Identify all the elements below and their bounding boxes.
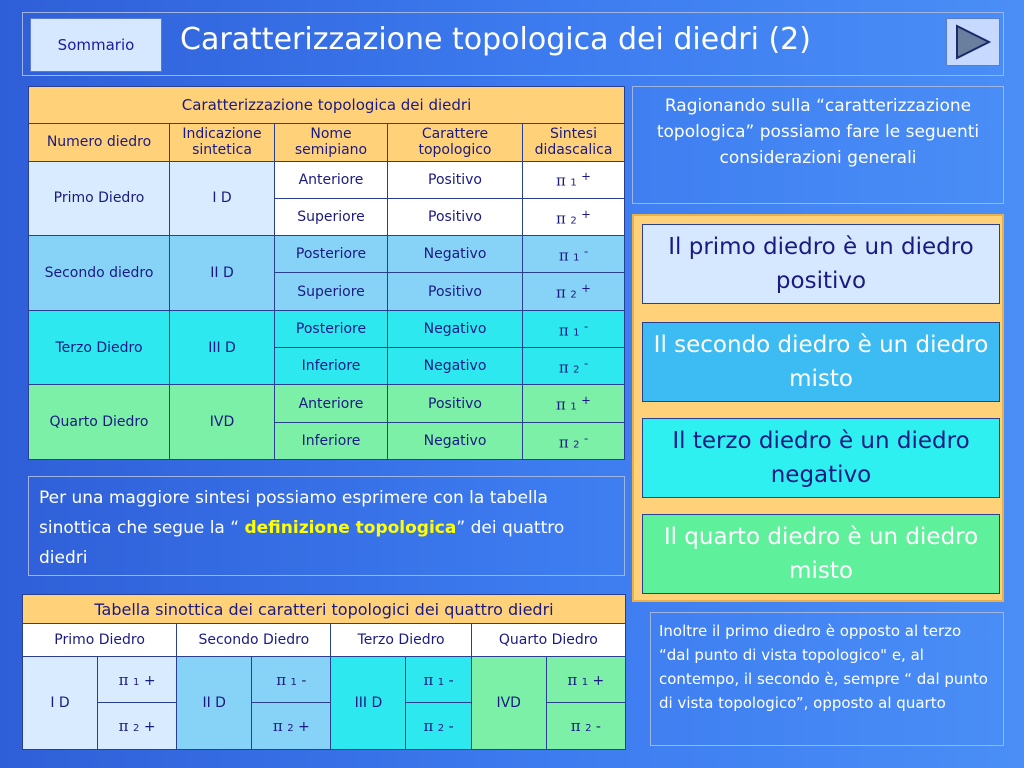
- pi-symbol: π: [556, 209, 566, 228]
- conclusion-box-4: Il quarto diedro è un diedro misto: [642, 514, 1000, 594]
- pi-symbol: π: [558, 246, 569, 265]
- pi-cell: [523, 310, 625, 347]
- conclusion-box-1: Il primo diedro è un diedro positivo: [642, 224, 1000, 304]
- para-text: ” dei quattro diedri: [39, 518, 565, 568]
- pi-sign: -: [448, 719, 454, 736]
- col-header: Secondo Diedro: [177, 624, 331, 656]
- pi-sign: +: [143, 719, 156, 736]
- conclusion-box-3: Il terzo diedro è un diedro negativo: [642, 418, 1000, 498]
- pi-sub: 1: [570, 178, 577, 190]
- pi-symbol: π: [276, 670, 287, 689]
- pi-sub: 2: [573, 364, 580, 376]
- pi-sub: 2: [573, 439, 580, 451]
- table-cell: Anteriore: [275, 161, 388, 198]
- topology-table: [28, 86, 625, 460]
- conclusion-box-2: Il secondo diedro è un diedro misto: [642, 322, 1000, 402]
- sommario-button[interactable]: Sommario: [30, 18, 162, 72]
- col-header: Nome semipiano: [275, 124, 388, 161]
- pi-cell: [523, 422, 625, 459]
- pi-cell: [523, 273, 625, 310]
- col-header: Numero diedro: [29, 124, 170, 161]
- pi-sign: -: [595, 719, 601, 736]
- table-cell: Superiore: [275, 198, 388, 235]
- pi-symbol: π: [272, 717, 283, 736]
- pi-sub: 1: [573, 252, 580, 264]
- table-cell: Negativo: [388, 310, 523, 347]
- pi-sign: +: [298, 719, 310, 736]
- pi-sign: +: [143, 672, 156, 689]
- pi-cell: [523, 348, 625, 385]
- pi-symbol: π: [556, 395, 566, 414]
- opposition-note: Inoltre il primo diedro è opposto al terzo “dal punto di vista topologico" e, al contempo, il secondo è, sempre “ dal punto di vista topologico”, opposto al quarto: [650, 612, 1004, 746]
- table-cell: Negativo: [388, 348, 523, 385]
- table-cell: Primo Diedro: [29, 161, 170, 236]
- table-cell: II D: [170, 236, 275, 311]
- col-header: Quarto Diedro: [471, 624, 625, 656]
- pi-sign: -: [583, 318, 589, 333]
- para-text: Per una maggiore sintesi possiamo esprimere con la tabella sinottica che segue la “: [39, 488, 548, 538]
- pi-cell: π 2 -: [546, 703, 625, 750]
- pi-sign: +: [581, 393, 591, 408]
- pi-cell: π 1 +: [546, 656, 625, 703]
- table-cell: Positivo: [388, 273, 523, 310]
- synoptic-table: [22, 594, 626, 750]
- col-header: Indicazione sintetica: [170, 124, 275, 161]
- pi-sign: +: [592, 672, 605, 689]
- table-cell: Posteriore: [275, 236, 388, 273]
- pi-sub: 1: [573, 327, 580, 339]
- table-cell: III D: [170, 310, 275, 385]
- col-header: Sintesi didascalica: [523, 124, 625, 161]
- pi-symbol: π: [556, 172, 566, 191]
- pi-cell: [523, 198, 625, 235]
- col-header: Primo Diedro: [23, 624, 177, 656]
- pi-sign: +: [581, 281, 591, 296]
- pi-symbol: π: [118, 717, 129, 736]
- table-cell: IVD: [471, 656, 546, 749]
- table-cell: Inferiore: [275, 348, 388, 385]
- para-highlight: definizione topologica: [244, 518, 457, 538]
- pi-symbol: π: [558, 321, 569, 340]
- col-header: Carattere topologico: [388, 124, 523, 161]
- table-cell: Negativo: [388, 422, 523, 459]
- pi-sign: +: [581, 169, 591, 184]
- pi-symbol: π: [423, 670, 434, 689]
- play-arrow-icon: [953, 24, 993, 60]
- pi-symbol: π: [570, 717, 581, 736]
- pi-symbol: π: [567, 670, 578, 689]
- pi-cell: π 2 +: [98, 703, 177, 750]
- table-cell: Terzo Diedro: [29, 310, 170, 385]
- pi-sub: 2: [570, 215, 577, 227]
- pi-cell: π 1 +: [98, 656, 177, 703]
- pi-cell: π 2 -: [406, 703, 471, 750]
- pi-symbol: π: [423, 717, 434, 736]
- next-slide-button[interactable]: [946, 18, 1000, 66]
- pi-sub: 1: [570, 401, 577, 413]
- pi-cell: [523, 161, 625, 198]
- pi-symbol: π: [558, 433, 569, 452]
- table-cell: Anteriore: [275, 385, 388, 422]
- table-cell: Superiore: [275, 273, 388, 310]
- table-cell: Inferiore: [275, 422, 388, 459]
- reasoning-note: Ragionando sulla “caratterizzazione topologica” possiamo fare le seguenti considerazioni generali: [632, 86, 1004, 204]
- pi-sign: -: [583, 244, 589, 258]
- table-cell: Negativo: [388, 236, 523, 273]
- pi-sign: -: [583, 430, 589, 445]
- conclusions-panel: [632, 214, 1004, 602]
- table-cell: Positivo: [388, 385, 523, 422]
- pi-sub: 2: [570, 289, 577, 301]
- pi-cell: π 2 +: [252, 703, 331, 750]
- table-cell: Positivo: [388, 198, 523, 235]
- table-cell: III D: [331, 656, 406, 749]
- table-cell: Secondo diedro: [29, 236, 170, 311]
- pi-sign: -: [448, 672, 454, 689]
- table-title: Tabella sinottica dei caratteri topologici dei quattro diedri: [23, 595, 626, 624]
- page-title: Caratterizzazione topologica dei diedri (2): [180, 22, 811, 57]
- col-header: Terzo Diedro: [331, 624, 471, 656]
- pi-cell: π 1 -: [406, 656, 471, 703]
- pi-cell: [523, 385, 625, 422]
- pi-symbol: π: [558, 358, 569, 377]
- pi-sign: -: [301, 672, 307, 689]
- synthesis-paragraph: [28, 476, 625, 576]
- table-cell: Quarto Diedro: [29, 385, 170, 460]
- table-cell: I D: [170, 161, 275, 236]
- pi-sign: +: [581, 206, 591, 221]
- pi-symbol: π: [118, 670, 129, 689]
- pi-cell: [523, 236, 625, 273]
- pi-symbol: π: [556, 283, 566, 302]
- table-cell: IVD: [170, 385, 275, 460]
- pi-cell: π 1 -: [252, 656, 331, 703]
- table-title: Caratterizzazione topologica dei diedri: [29, 87, 625, 124]
- pi-sign: -: [583, 355, 589, 370]
- table-cell: Posteriore: [275, 310, 388, 347]
- table-cell: II D: [177, 656, 252, 749]
- table-cell: Positivo: [388, 161, 523, 198]
- table-cell: I D: [23, 656, 98, 749]
